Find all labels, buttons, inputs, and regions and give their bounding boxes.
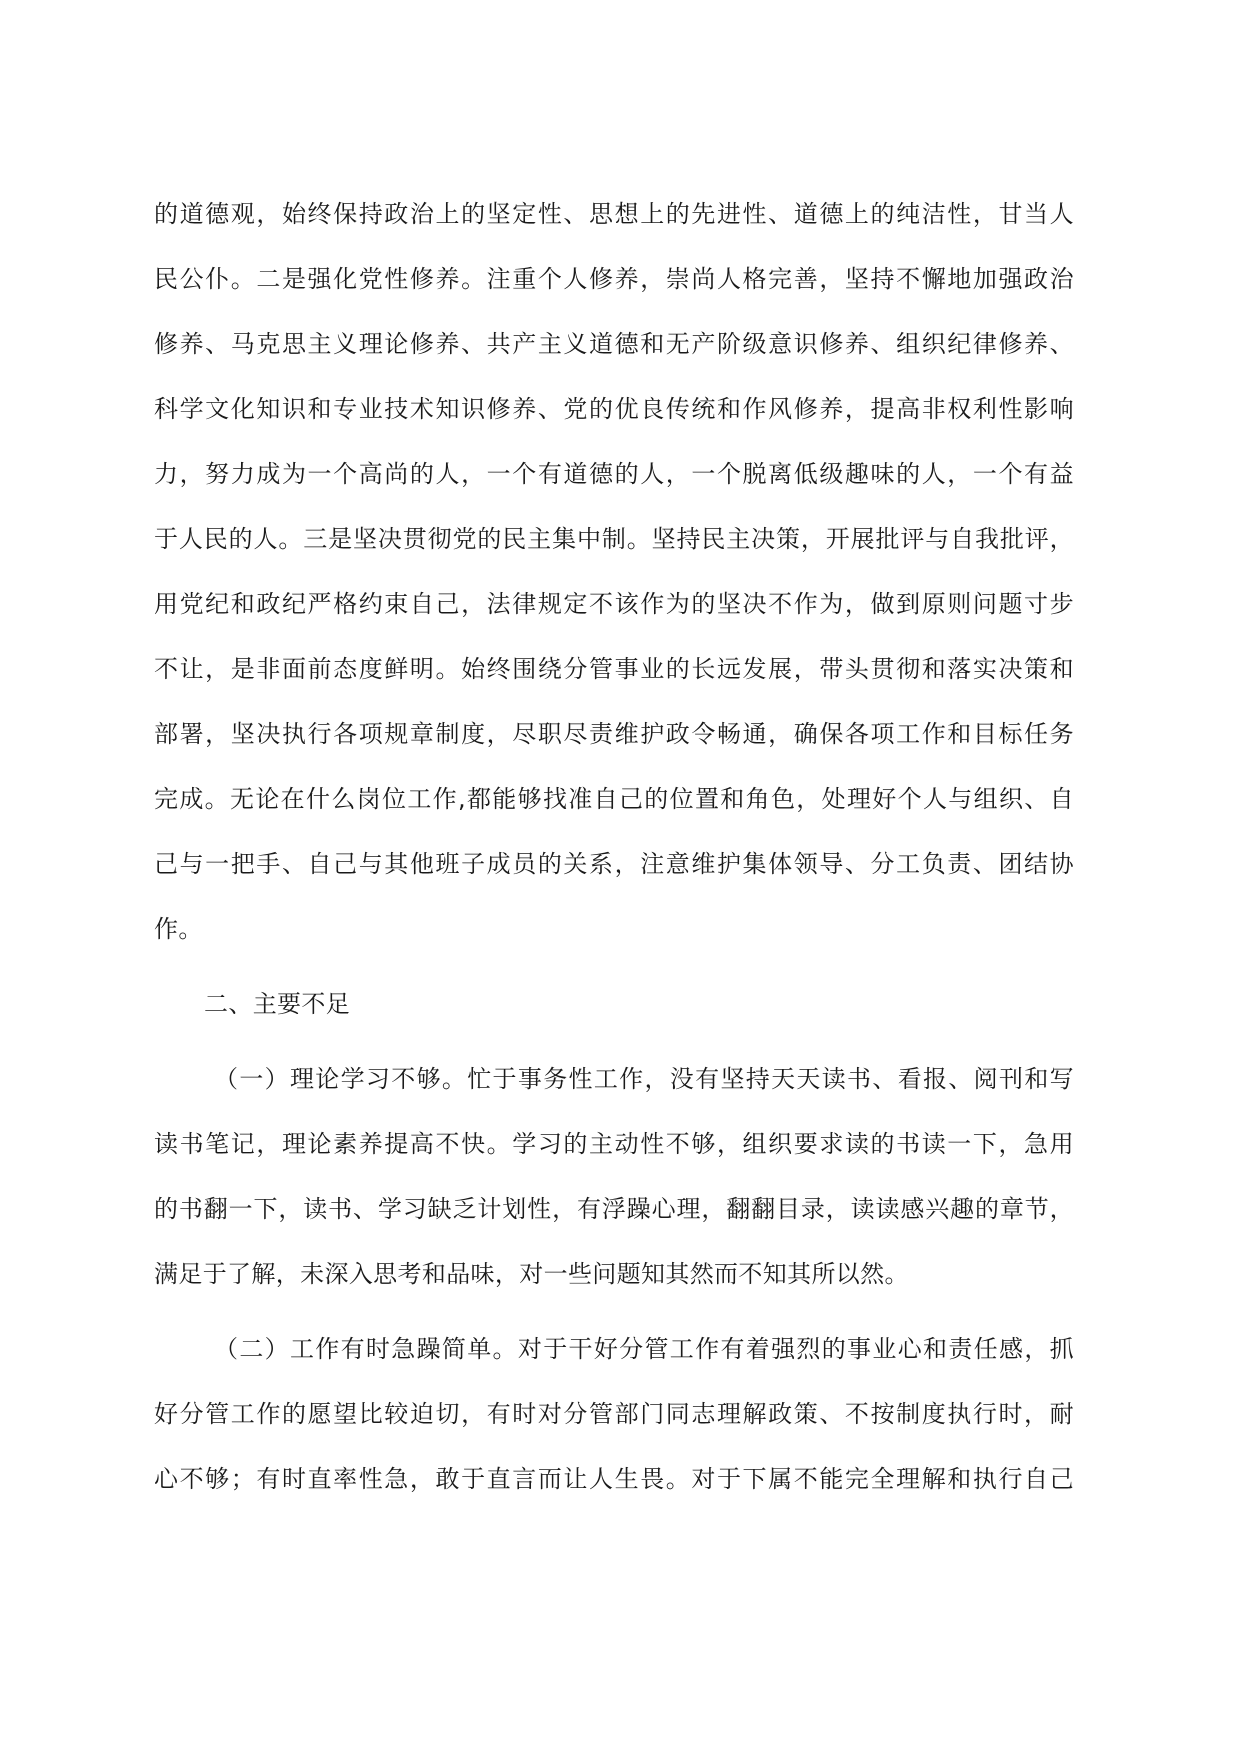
paragraph-2-line-3: 的书翻一下，读书、学习缺乏计划性，有浮躁心理，翻翻目录，读读感兴趣的章节， bbox=[154, 1195, 1074, 1223]
paragraph-1-line-4: 科学文化知识和专业技术知识修养、党的优良传统和作风修养，提高非权利性影响 bbox=[154, 395, 1074, 423]
paragraph-1-line-9: 部署，坚决执行各项规章制度，尽职尽责维护政令畅通，确保各项工作和目标任务 bbox=[154, 720, 1074, 748]
paragraph-1-line-3: 修养、马克思主义理论修养、共产主义道德和无产阶级意识修养、组织纪律修养、 bbox=[154, 330, 1074, 358]
paragraph-3-line-2: 好分管工作的愿望比较迫切，有时对分管部门同志理解政策、不按制度执行时，耐 bbox=[154, 1400, 1074, 1428]
paragraph-2-line-1: （一）理论学习不够。忙于事务性工作，没有坚持天天读书、看报、阅刊和写 bbox=[214, 1065, 1074, 1093]
paragraph-2-line-4: 满足于了解，未深入思考和品味，对一些问题知其然而不知其所以然。 bbox=[154, 1260, 909, 1288]
paragraph-3-line-3: 心不够；有时直率性急，敢于直言而让人生畏。对于下属不能完全理解和执行自己 bbox=[154, 1465, 1074, 1493]
paragraph-1-line-7: 用党纪和政纪严格约束自己，法律规定不该作为的坚决不作为，做到原则问题寸步 bbox=[154, 590, 1074, 618]
paragraph-1-line-2: 民公仆。二是强化党性修养。注重个人修养，崇尚人格完善，坚持不懈地加强政治 bbox=[154, 265, 1074, 293]
paragraph-1-line-5: 力，努力成为一个高尚的人，一个有道德的人，一个脱离低级趣味的人，一个有益 bbox=[154, 460, 1074, 488]
paragraph-2-line-2: 读书笔记，理论素养提高不快。学习的主动性不够，组织要求读的书读一下，急用 bbox=[154, 1130, 1074, 1158]
paragraph-1-line-1: 的道德观，始终保持政治上的坚定性、思想上的先进性、道德上的纯洁性，甘当人 bbox=[154, 200, 1074, 228]
section-heading: 二、主要不足 bbox=[204, 990, 351, 1018]
paragraph-1-line-11: 己与一把手、自己与其他班子成员的关系，注意维护集体领导、分工负责、团结协 bbox=[154, 850, 1074, 878]
paragraph-1-line-12: 作。 bbox=[154, 915, 203, 943]
paragraph-1-line-8: 不让，是非面前态度鲜明。始终围绕分管事业的长远发展，带头贯彻和落实决策和 bbox=[154, 655, 1074, 683]
paragraph-1-line-10: 完成。无论在什么岗位工作,都能够找准自己的位置和角色，处理好个人与组织、自 bbox=[154, 785, 1074, 813]
paragraph-1-line-6: 于人民的人。三是坚决贯彻党的民主集中制。坚持民主决策，开展批评与自我批评， bbox=[154, 525, 1074, 553]
paragraph-3-line-1: （二）工作有时急躁简单。对于干好分管工作有着强烈的事业心和责任感，抓 bbox=[214, 1335, 1074, 1363]
